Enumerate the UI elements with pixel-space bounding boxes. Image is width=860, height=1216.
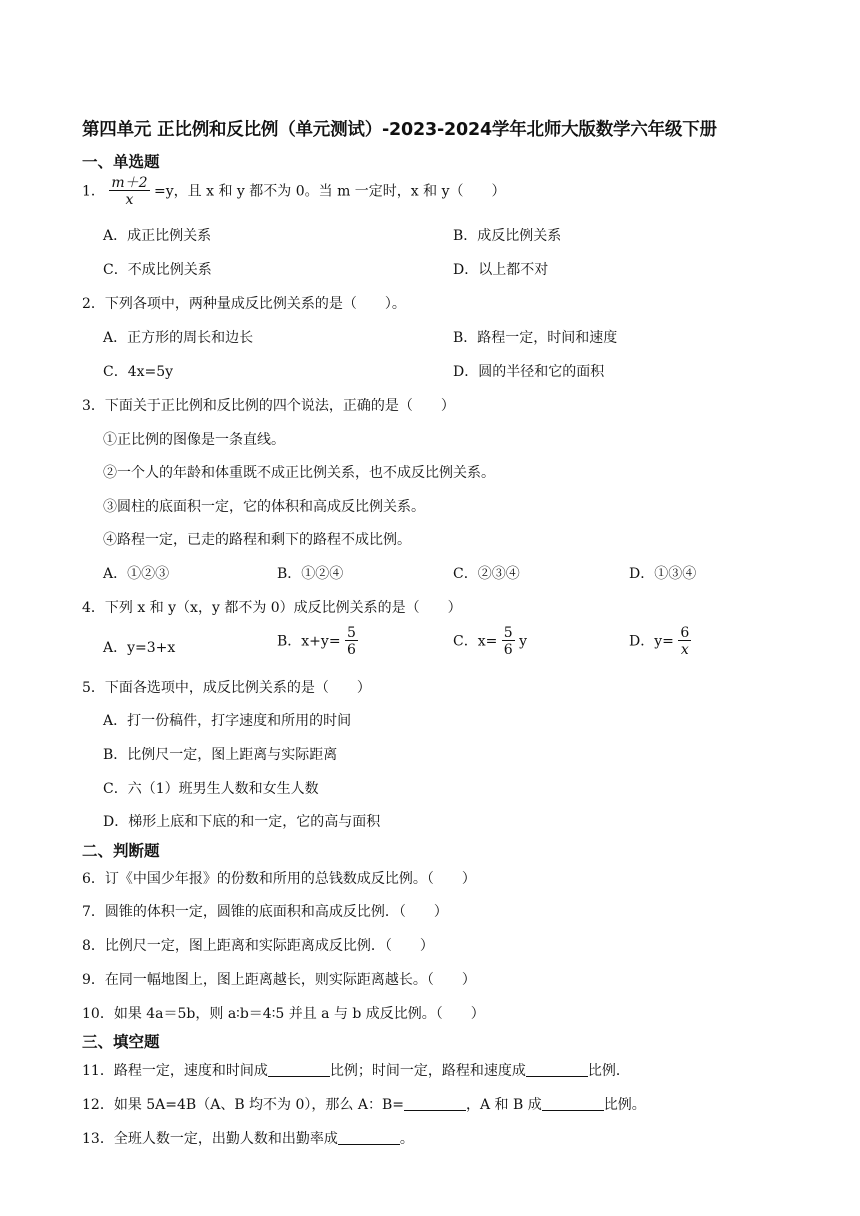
fraction [502, 626, 515, 657]
answer-blank[interactable] [404, 1096, 466, 1111]
q5-option-c[interactable]: C．六（1）班男生人数和女生人数 [103, 781, 319, 797]
q2-option-d[interactable]: D．圆的半径和它的面积 [453, 364, 605, 380]
question-13 [82, 1128, 414, 1148]
question-number: 1． [82, 183, 105, 200]
answer-blank[interactable] [542, 1096, 604, 1111]
q2-option-c[interactable]: C．4x=5y [103, 364, 174, 380]
q3-option-a[interactable]: A．①②③ [103, 566, 170, 582]
question-text: 。 [399, 1131, 414, 1147]
fraction-numerator: 6 [680, 625, 690, 641]
q3-statement-2: ②一个人的年龄和体重既不成正比例关系，也不成反比例关系。 [103, 465, 495, 481]
question-text: =y，且 x 和 y 都不为 0。当 m 一定时，x 和 y（ ） [154, 183, 506, 200]
fraction [109, 176, 149, 207]
section-true-false: 二、判断题 [82, 842, 160, 860]
question-4: 4．下列 x 和 y（x，y 都不为 0）成反比例关系的是（ ） [82, 600, 462, 616]
q5-option-b[interactable]: B．比例尺一定，图上距离与实际距离 [103, 747, 338, 763]
fraction [345, 626, 358, 657]
q4-option-d[interactable] [629, 626, 691, 657]
question-6: 6．订《中国少年报》的份数和所用的总钱数成反比例。（ ） [82, 871, 476, 887]
q3-statement-3: ③圆柱的底面积一定，它的体积和高成反比例关系。 [103, 499, 425, 515]
q3-option-d[interactable]: D．①③④ [629, 566, 697, 582]
answer-blank[interactable] [338, 1130, 400, 1145]
question-text: 比例。 [603, 1097, 646, 1113]
q5-option-d[interactable]: D．梯形上底和下底的和一定，它的高与面积 [103, 814, 381, 830]
section-single-choice: 一、单选题 [82, 153, 160, 171]
q2-option-a[interactable]: A．正方形的周长和边长 [103, 330, 254, 346]
q3-statement-1: ①正比例的图像是一条直线。 [103, 432, 285, 448]
q1-option-c[interactable]: C．不成比例关系 [103, 262, 212, 278]
section-fill-in: 三、填空题 [82, 1033, 160, 1051]
q3-option-c[interactable]: C．②③④ [453, 566, 520, 582]
question-8: 8．比例尺一定，图上距离和实际距离成反比例．（ ） [82, 938, 434, 954]
question-10: 10．如果 4a＝5b，则 a∶b＝4∶5 并且 a 与 b 成反比例。（ ） [82, 1006, 485, 1022]
question-11 [82, 1060, 630, 1080]
q3-statement-4: ④路程一定，已走的路程和剩下的路程不成比例。 [103, 532, 411, 548]
question-9: 9．在同一幅地图上，图上距离越长，则实际距离越长。（ ） [82, 972, 476, 988]
page-title: 第四单元 正比例和反比例（单元测试）-2023-2024学年北师大版数学六年级下册 [82, 120, 717, 140]
q2-option-b[interactable]: B．路程一定，时间和速度 [453, 330, 618, 346]
option-text: B．x+y= [277, 633, 341, 650]
question-text: ，A 和 B 成 [466, 1097, 542, 1113]
question-7: 7．圆锥的体积一定，圆锥的底面积和高成反比例．（ ） [82, 904, 448, 920]
q1-option-d[interactable]: D．以上都不对 [453, 262, 549, 278]
option-text: C．x= [453, 633, 498, 650]
question-text: 比例；时间一定，路程和速度成 [329, 1063, 526, 1079]
fraction-denominator: 6 [347, 642, 356, 658]
q4-option-a[interactable]: A．y=3+x [103, 640, 176, 656]
q4-option-b[interactable] [277, 626, 358, 657]
fraction-denominator: 6 [503, 642, 513, 658]
q1-option-a[interactable]: A．成正比例关系 [103, 228, 212, 244]
question-text: 13．全班人数一定，出勤人数和出勤率成 [82, 1131, 338, 1147]
fraction-numerator: m＋2 [111, 175, 148, 191]
q1-option-b[interactable]: B．成反比例关系 [453, 228, 562, 244]
q4-option-c[interactable] [453, 626, 527, 657]
question-text: 11．路程一定，速度和时间成 [82, 1063, 268, 1079]
question-12 [82, 1094, 646, 1114]
question-1 [82, 176, 506, 207]
fraction-numerator: 5 [503, 625, 513, 641]
option-text-suffix: y [519, 633, 528, 650]
question-5: 5．下面各选项中，成反比例关系的是（ ） [82, 680, 371, 696]
option-text: D．y= [629, 633, 674, 650]
q5-option-a[interactable]: A．打一份稿件，打字速度和所用的时间 [103, 713, 352, 729]
fraction-denominator: x [680, 642, 689, 658]
answer-blank[interactable] [526, 1062, 588, 1077]
q3-option-b[interactable]: B．①②④ [277, 566, 344, 582]
answer-blank[interactable] [268, 1062, 330, 1077]
question-2: 2．下列各项中，两种量成反比例关系的是（ ）。 [82, 296, 406, 312]
question-3: 3．下面关于正比例和反比例的四个说法，正确的是（ ） [82, 398, 455, 414]
fraction-numerator: 5 [347, 625, 356, 641]
fraction [678, 626, 691, 657]
question-text: 比例． [587, 1063, 630, 1079]
question-text: 12．如果 5A=4B（A、B 均不为 0），那么 A：B= [82, 1097, 404, 1113]
fraction-denominator: x [125, 192, 134, 208]
